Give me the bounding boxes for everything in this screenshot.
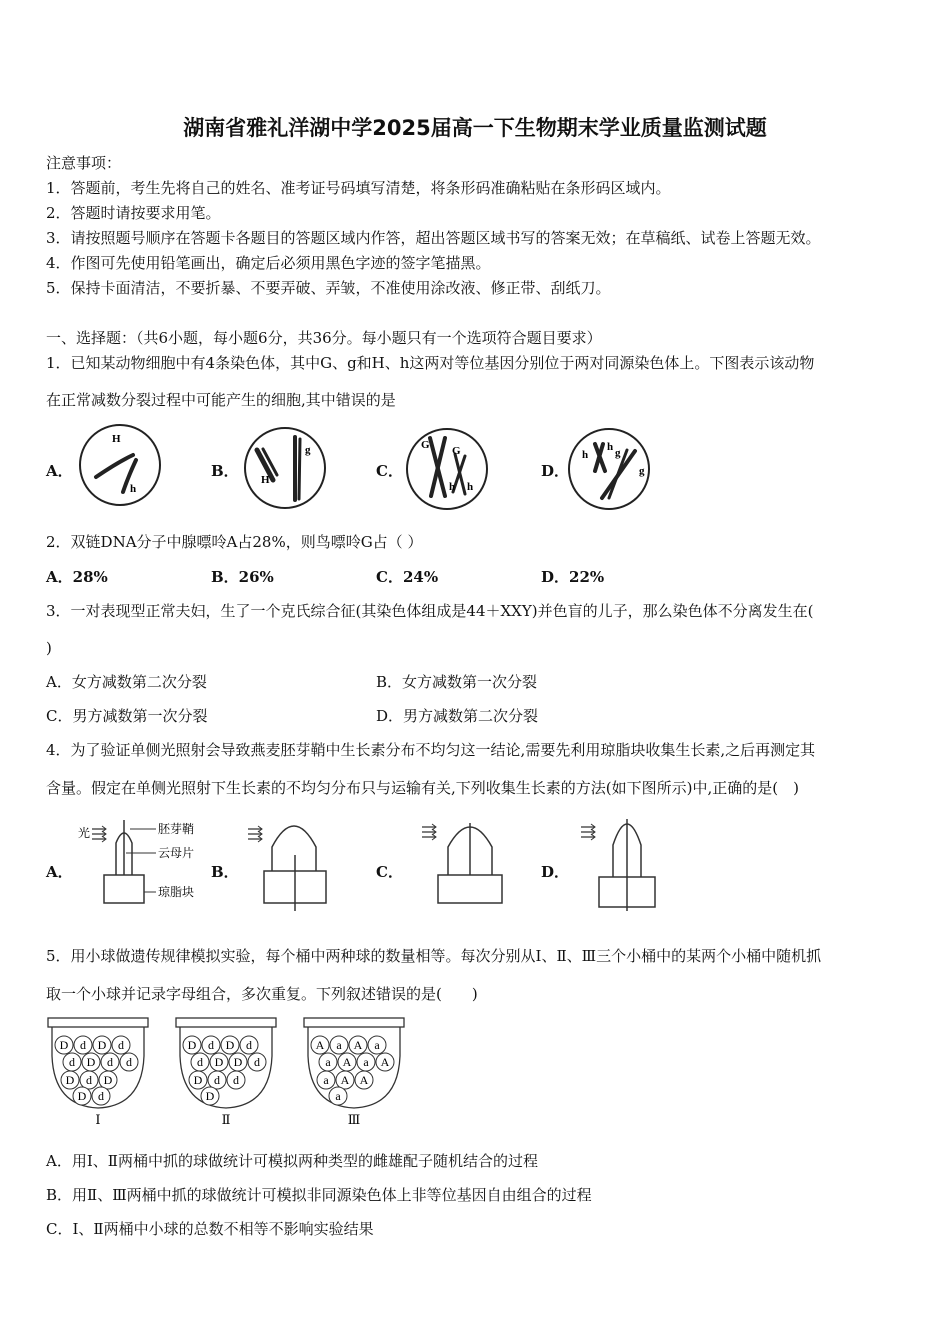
ball-label: D xyxy=(187,1038,197,1052)
ball-label: A xyxy=(340,1073,350,1087)
ball xyxy=(183,1036,201,1054)
ball-label: d xyxy=(80,1038,86,1052)
ball xyxy=(329,1087,347,1105)
coleoptile-diagram-d xyxy=(575,815,675,915)
cell-diagram-a xyxy=(78,422,164,508)
option-label: D． xyxy=(541,462,570,480)
bucket-label: Ⅱ xyxy=(221,1112,231,1127)
option-label: C． xyxy=(376,462,403,480)
cell-diagram-d xyxy=(567,426,653,512)
ball xyxy=(317,1071,335,1089)
option: C．男方减数第一次分裂 xyxy=(46,707,208,725)
ball xyxy=(311,1036,329,1054)
ball-label: D xyxy=(225,1038,235,1052)
ball-label: A xyxy=(342,1055,352,1069)
option: B．26% xyxy=(211,568,274,586)
ball xyxy=(368,1036,386,1054)
bucket-rim xyxy=(176,1018,276,1027)
ball-label: d xyxy=(118,1038,124,1052)
option: B．用Ⅱ、Ⅲ两桶中抓的球做统计可模拟非同源染色体上非等位基因自由组合的过程 xyxy=(46,1186,592,1204)
question-5-stem: 取一个小球并记录字母组合，多次重复。下列叙述错误的是( ) xyxy=(46,985,478,1003)
mica-label: 云母片 xyxy=(158,846,195,860)
ball xyxy=(355,1071,373,1089)
ball-label: d xyxy=(214,1073,220,1087)
gene-label: h xyxy=(467,481,474,493)
ball xyxy=(336,1071,354,1089)
question-3-stem: ) xyxy=(46,639,52,657)
ball xyxy=(229,1053,247,1071)
bucket-3 xyxy=(302,1016,412,1128)
ball xyxy=(80,1071,98,1089)
ball-label: D xyxy=(205,1089,215,1103)
ball-label: D xyxy=(86,1055,96,1069)
option-label: B． xyxy=(211,863,239,881)
option-label: A． xyxy=(46,863,73,881)
option-label: A． xyxy=(46,462,73,480)
gene-label: h xyxy=(449,481,456,493)
question-5-stem: 5．用小球做遗传规律模拟实验，每个桶中两种球的数量相等。每次分别从Ⅰ、Ⅱ、Ⅲ三个小桶中的某两个小桶中随机抓 xyxy=(46,947,822,965)
section-heading: 一、选择题：（共6小题，每小题6分，共36分。每小题只有一个选项符合题目要求） xyxy=(46,329,602,347)
gene-label: h xyxy=(582,449,589,461)
ball xyxy=(55,1036,73,1054)
ball xyxy=(319,1053,337,1071)
light-label: 光 xyxy=(78,826,91,840)
cell-diagram-c xyxy=(405,426,491,512)
ball-label: d xyxy=(86,1073,92,1087)
ball xyxy=(208,1071,226,1089)
ball-label: D xyxy=(77,1089,87,1103)
ball-label: a xyxy=(363,1055,369,1069)
ball xyxy=(248,1053,266,1071)
ball-label: A xyxy=(315,1038,325,1052)
option: B．女方减数第一次分裂 xyxy=(376,673,538,691)
ball-label: d xyxy=(69,1055,75,1069)
ball xyxy=(338,1053,356,1071)
ball-label: A xyxy=(353,1038,363,1052)
ball-label: d xyxy=(233,1073,239,1087)
question-4-stem: 含量。假定在单侧光照射下生长素的不均匀分布只与运输有关,下列收集生长素的方法(如下图所示)中,正确的是( ) xyxy=(46,779,799,797)
bucket-2 xyxy=(174,1016,284,1128)
ball-label: d xyxy=(197,1055,203,1069)
ball-label: a xyxy=(374,1038,380,1052)
ball-label: d xyxy=(254,1055,260,1069)
bucket-rim xyxy=(48,1018,148,1027)
option-label: B． xyxy=(211,462,239,480)
option: C．24% xyxy=(376,568,439,586)
gene-label: H xyxy=(261,474,270,486)
ball-label: D xyxy=(233,1055,243,1069)
option: C．Ⅰ、Ⅱ两桶中小球的总数不相等不影响实验结果 xyxy=(46,1220,374,1238)
ball-label: D xyxy=(65,1073,75,1087)
ball-label: a xyxy=(335,1089,341,1103)
option: A．28% xyxy=(46,568,108,586)
notice-item: 4．作图可先使用铅笔画出，确定后必须用黑色字迹的签字笔描黑。 xyxy=(46,254,491,272)
gene-label: H xyxy=(112,433,121,445)
notice-item: 3．请按照题号顺序在答题卡各题目的答题区域内作答，超出答题区域书写的答案无效；在草稿纸、试卷上答题无效。 xyxy=(46,229,821,247)
question-4-stem: 4．为了验证单侧光照射会导致燕麦胚芽鞘中生长素分布不均匀这一结论,需要先利用琼脂块收集生长素,之后再测定其 xyxy=(46,741,816,759)
ball xyxy=(93,1036,111,1054)
ball-label: A xyxy=(359,1073,369,1087)
option: D．男方减数第二次分裂 xyxy=(376,707,539,725)
ball xyxy=(99,1071,117,1089)
bucket-1 xyxy=(46,1016,156,1128)
ball xyxy=(82,1053,100,1071)
question-1-stem: 1．已知某动物细胞中有4条染色体，其中G、g和H、h这两对等位基因分别位于两对同源染色体上。下图表示该动物 xyxy=(46,354,815,372)
ball-label: D xyxy=(59,1038,69,1052)
option-label: D． xyxy=(541,863,570,881)
gene-label: g xyxy=(615,447,621,459)
ball xyxy=(349,1036,367,1054)
gene-label: G xyxy=(421,439,430,451)
ball-label: d xyxy=(246,1038,252,1052)
ball xyxy=(227,1071,245,1089)
option: D．22% xyxy=(541,568,605,586)
bucket-label: Ⅰ xyxy=(95,1112,101,1127)
cell-diagram-b xyxy=(243,425,329,511)
ball-label: d xyxy=(107,1055,113,1069)
ball xyxy=(74,1036,92,1054)
ball xyxy=(330,1036,348,1054)
ball-label: D xyxy=(97,1038,107,1052)
ball-label: d xyxy=(98,1089,104,1103)
ball-label: d xyxy=(126,1055,132,1069)
page-title: 湖南省雅礼洋湖中学2025届高一下生物期末学业质量监测试题 xyxy=(183,116,767,140)
notice-item: 5．保持卡面清洁，不要折暴、不要弄破、弄皱，不准使用涂改液、修正带、刮纸刀。 xyxy=(46,279,611,297)
option: A．用Ⅰ、Ⅱ两桶中抓的球做统计可模拟两种类型的雌雄配子随机结合的过程 xyxy=(46,1152,538,1170)
notice-item: 1．答题前，考生先将自己的姓名、准考证号码填写清楚，将条形码准确粘贴在条形码区域内。 xyxy=(46,179,671,197)
ball xyxy=(63,1053,81,1071)
ball xyxy=(112,1036,130,1054)
question-2-stem: 2．双链DNA分子中腺嘌呤A占28%，则鸟嘌呤G占（ ） xyxy=(46,533,423,551)
coleoptile-diagram-b xyxy=(242,815,342,915)
gene-label: g xyxy=(305,444,311,456)
ball xyxy=(61,1071,79,1089)
notice-item: 2．答题时请按要求用笔。 xyxy=(46,204,221,222)
option-label: C． xyxy=(376,863,403,881)
ball xyxy=(101,1053,119,1071)
gene-label: h xyxy=(130,483,137,495)
bucket-label: Ⅲ xyxy=(347,1112,361,1127)
gene-label: G xyxy=(452,445,461,457)
ball xyxy=(73,1087,91,1105)
ball xyxy=(376,1053,394,1071)
coleoptile-diagram-a xyxy=(74,815,214,915)
ball xyxy=(357,1053,375,1071)
ball xyxy=(92,1087,110,1105)
bucket-rim xyxy=(304,1018,404,1027)
notice-heading: 注意事项： xyxy=(46,154,122,172)
question-1-stem: 在正常减数分裂过程中可能产生的细胞,其中错误的是 xyxy=(46,391,396,409)
ball xyxy=(202,1036,220,1054)
ball-label: a xyxy=(336,1038,342,1052)
ball xyxy=(120,1053,138,1071)
ball-label: A xyxy=(380,1055,390,1069)
ball-label: d xyxy=(208,1038,214,1052)
ball xyxy=(221,1036,239,1054)
ball-label: a xyxy=(323,1073,329,1087)
ball-label: D xyxy=(103,1073,113,1087)
ball xyxy=(189,1071,207,1089)
ball xyxy=(191,1053,209,1071)
ball xyxy=(240,1036,258,1054)
ball-label: D xyxy=(193,1073,203,1087)
ball-label: a xyxy=(325,1055,331,1069)
agar-label: 琼脂块 xyxy=(158,885,195,899)
gene-label: g xyxy=(639,465,645,477)
question-3-stem: 3．一对表现型正常夫妇，生了一个克氏综合征(其染色体组成是44＋XXY)并色盲的儿子，那么染色体不分离发生在( xyxy=(46,602,814,620)
ball xyxy=(210,1053,228,1071)
ball-label: D xyxy=(214,1055,224,1069)
coleoptile-label: 胚芽鞘 xyxy=(158,822,195,836)
coleoptile-diagram-c xyxy=(418,815,518,915)
gene-label: h xyxy=(607,441,614,453)
ball xyxy=(201,1087,219,1105)
option: A．女方减数第二次分裂 xyxy=(46,673,207,691)
